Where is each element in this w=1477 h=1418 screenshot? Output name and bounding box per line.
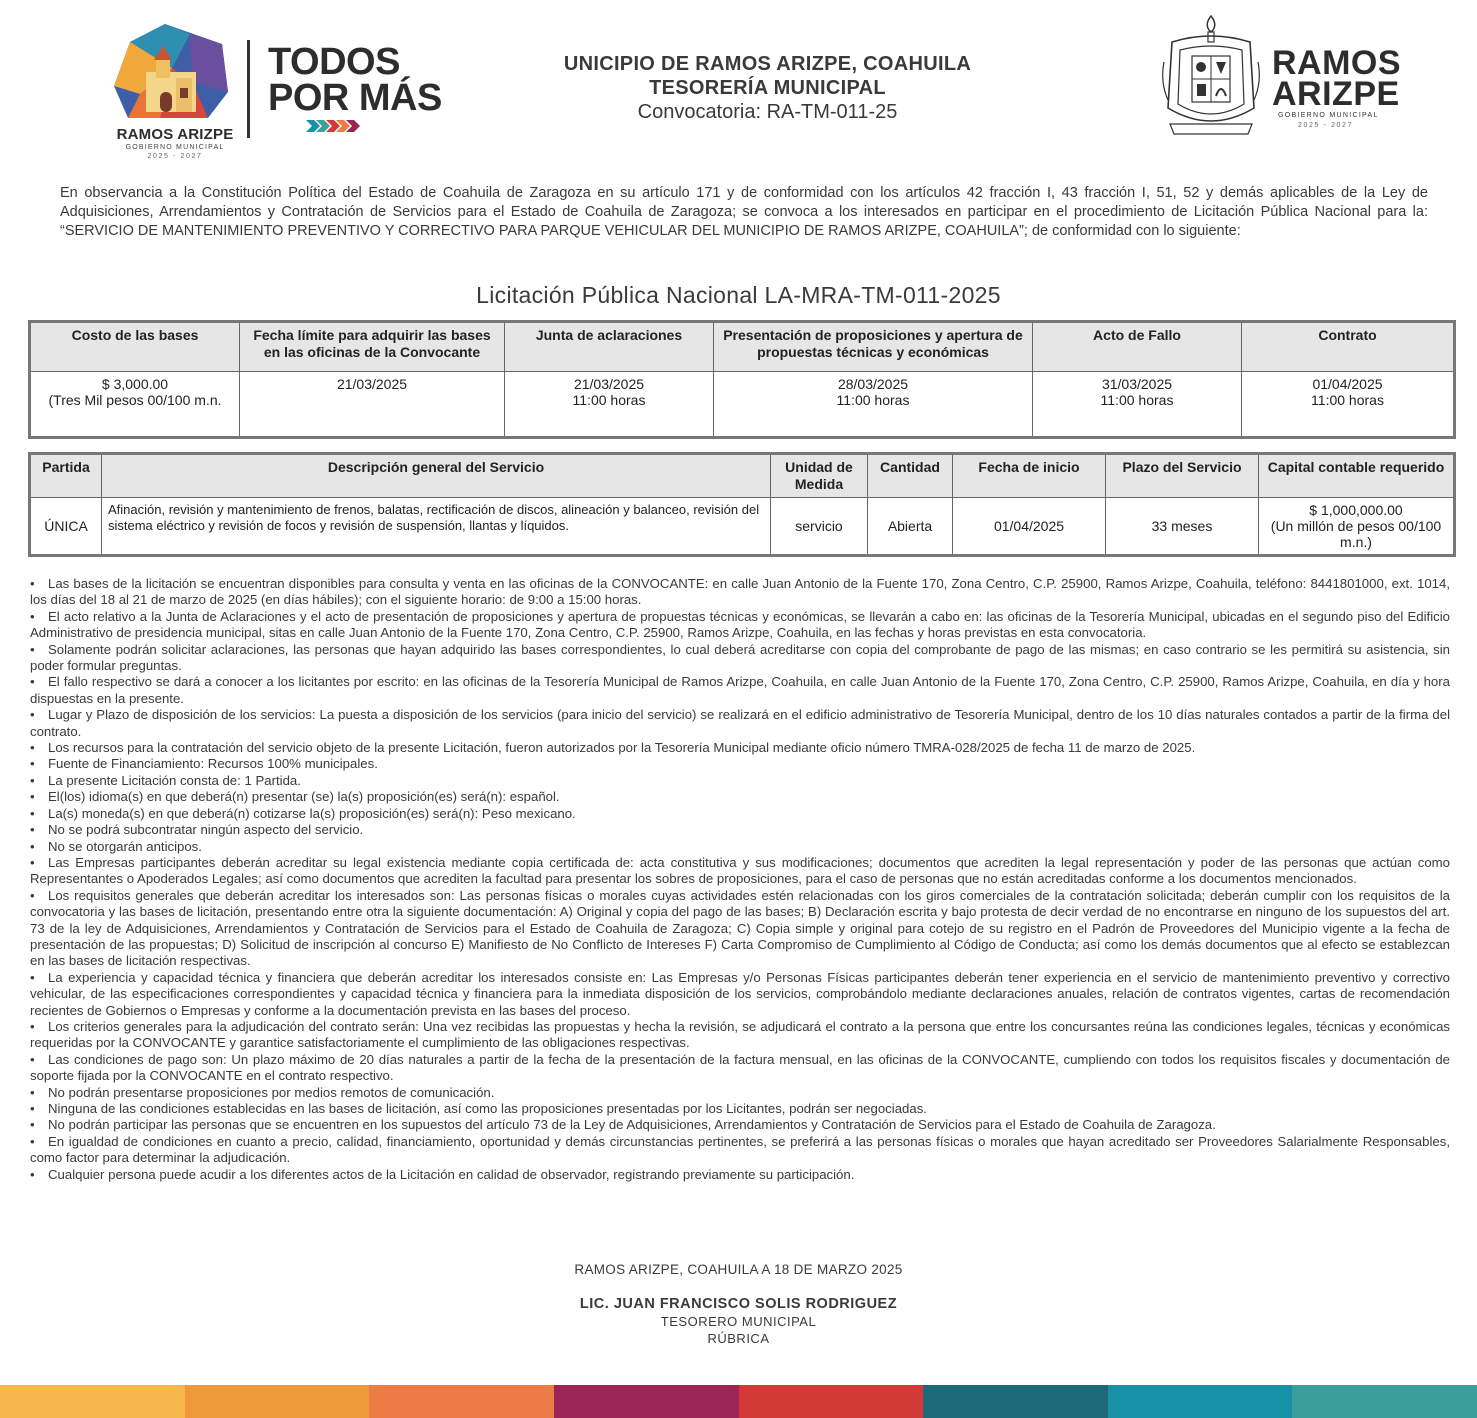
fallo-time: 11:00 horas bbox=[1100, 392, 1174, 408]
convocatoria-number: Convocatoria: RA-TM-011-25 bbox=[637, 101, 898, 123]
list-item bbox=[30, 789, 1450, 805]
department-title: TESORERÍA MUNICIPAL bbox=[649, 77, 886, 99]
cell-unidad: servicio bbox=[771, 498, 868, 555]
junta-time: 11:00 horas bbox=[572, 392, 646, 408]
list-item-text: El acto relativo a la Junta de Aclaraciones y el acto de presentación de proposiciones y apertura de propuestas técnicas y económicas, se llevarán a cabo en: las oficinas de la Tesorería Municipal, ubicadas en el segundo piso del Edificio Administrativo de presidencia municipal, sitas en calle Juan Antonio de la Fuente 170, Zona Centro, C.P. 25900, Ramos Arizpe, Coahuila, en las fechas y horas previstas en esta convocatoria. bbox=[30, 608, 1450, 641]
list-item bbox=[30, 707, 1450, 740]
list-item bbox=[30, 1167, 1450, 1183]
right-logo-subtitle: GOBIERNO MUNICIPAL bbox=[1278, 112, 1379, 119]
conditions-list bbox=[30, 576, 1450, 1183]
stripe-segment bbox=[923, 1385, 1108, 1418]
coat-of-arms-icon bbox=[1158, 12, 1264, 142]
left-logo-subtitle: GOBIERNO MUNICIPAL bbox=[125, 144, 225, 151]
junta-date: 21/03/2025 bbox=[573, 376, 645, 392]
cell-fecha-inicio: 01/04/2025 bbox=[953, 498, 1106, 555]
document-header bbox=[500, 52, 1035, 125]
list-item-text: Los criterios generales para la adjudicación del contrato serán: Una vez recibidas las propuestas y hecha la revisión, se adjudicará el contrato a la persona que entre los concursantes reúna las condiciones legales, técnicas y económicas requeridas por la CONVOCANTE y garantice satisfactoriamente el cumplimiento de las obligaciones respectivas. bbox=[30, 1018, 1450, 1051]
bullet-symbol: • bbox=[30, 641, 35, 657]
cell-contrato bbox=[1242, 372, 1454, 437]
header-divider bbox=[247, 40, 250, 138]
intro-paragraph: En observancia a la Constitución Política del Estado de Coahuila de Zaragoza en su artículo 171 y de conformidad con los artículos 42 fracción I, 43 fracción I, 51, 52 y demás aplicables de la Ley de Adquisiciones, Arrendamientos y Contratación de Servicios para el Estado de Coahuila de Zaragoza; se convoca a los interesados en participar en el procedimiento de Licitación Pública Nacional para la: “SERVICIO DE MANTENIMIENTO PREVENTIVO Y CORRECTIVO PARA PARQUE VEHICULAR DEL MUNICIPIO DE RAMOS ARIZPE, COAHUILA”; de conformidad con lo siguiente: bbox=[60, 185, 1428, 239]
list-item-text: Las condiciones de pago son: Un plazo máximo de 20 días naturales a partir de la fecha de la presentación de la factura mensual, en las oficinas de la CONVOCANTE, cumpliendo con todos los requisitos fiscales y documentación de soporte fijada por la CONVOCANTE en el contrato respectivo. bbox=[30, 1051, 1450, 1084]
list-item-text: No podrán participar las personas que se encuentren en los supuestos del artículo 73 de la Ley de Adquisiciones, Arrendamientos y Contratación de Servicios para el Estado de Coahuila de Zaragoza. bbox=[48, 1117, 1216, 1133]
signatory-name: LIC. JUAN FRANCISCO SOLIS RODRIGUEZ bbox=[579, 1296, 898, 1312]
bullet-symbol: • bbox=[30, 772, 35, 788]
list-item-text: No se otorgarán anticipos. bbox=[48, 838, 202, 854]
list-item bbox=[30, 806, 1450, 822]
list-item-text: No se podrá subcontratar ningún aspecto del servicio. bbox=[48, 822, 364, 838]
left-logo-years: 2025 - 2027 bbox=[147, 153, 203, 160]
list-item-text: No podrán presentarse proposiciones por medios remotos de comunicación. bbox=[48, 1084, 495, 1100]
cell-costo bbox=[31, 372, 240, 437]
capital-words: (Un millón de pesos 00/100 m.n.) bbox=[1270, 518, 1442, 550]
cell-partida: ÚNICA bbox=[31, 498, 102, 555]
list-item bbox=[30, 1101, 1450, 1117]
slogan-line-2: POR MÁS bbox=[268, 77, 442, 119]
header-cantidad: Cantidad bbox=[868, 455, 953, 498]
list-item bbox=[30, 756, 1450, 772]
presentacion-date: 28/03/2025 bbox=[837, 376, 909, 392]
cell-capital bbox=[1259, 498, 1454, 555]
list-item-text: La experiencia y capacidad técnica y financiera que deberán acreditar los interesados consiste en: Las Empresas y/o Personas Físicas participantes deberán tener experiencia en el servicio de mantenimiento preventivo y correctivo vehicular, de las especificaciones correspondientes y capacidad técnica y financiera para la inmediata disposición de los servicios, comprobándolo mediante declaraciones anuales, relación de contratos vigentes, cartas de recomendación recientes de Gobiernos o Empresas y conforme a la documentación prevista en las bases del proceso. bbox=[30, 969, 1450, 1018]
list-item-text: El(los) idioma(s) en que deberá(n) presentar (se) la(s) proposición(es) será(n): español. bbox=[48, 789, 560, 805]
list-item bbox=[30, 1019, 1450, 1052]
header-partida: Partida bbox=[31, 455, 102, 498]
ramos-arizpe-logo bbox=[100, 22, 250, 160]
list-item bbox=[30, 1052, 1450, 1085]
list-item-text: El fallo respectivo se dará a conocer a los licitantes por escrito: en las oficinas de la Tesorería Municipal de Ramos Arizpe, Coahuila, en calle Juan Antonio de la Fuente 170, Zona Centro, C.P. 25900, Ramos Arizpe, Coahuila, en día y hora dispuestas en la presente. bbox=[30, 674, 1450, 706]
schedule-header-row bbox=[31, 323, 1454, 372]
bullet-symbol: • bbox=[30, 854, 35, 870]
list-item bbox=[30, 1085, 1450, 1101]
list-item-text: Cualquier persona puede acudir a los diferentes actos de la Licitación en calidad de observador, registrando previamente su participación. bbox=[48, 1166, 855, 1182]
service-data-row bbox=[31, 498, 1454, 555]
header-contrato: Contrato bbox=[1242, 323, 1454, 372]
bullet-symbol: • bbox=[30, 1101, 35, 1116]
right-logo-name-line-1: RAMOS bbox=[1272, 44, 1402, 82]
colored-chevrons-icon bbox=[306, 120, 362, 132]
stripe-segment bbox=[1108, 1385, 1293, 1418]
bullet-symbol: • bbox=[30, 1133, 35, 1149]
list-item-text: En igualdad de condiciones en cuanto a precio, calidad, financiamiento, oportunidad y demás circunstancias pertinentes, se preferirá a las personas físicas o morales que hayan acreditado ser Proveedores Salarialmente Responsables, como factor para determinar la adjudicación. bbox=[30, 1133, 1450, 1166]
list-item-text: Los recursos para la contratación del servicio objeto de la presente Licitación, fueron autorizados por la Tesorería Municipal mediante oficio número TMRA-028/2025 de fecha 11 de marzo de 2025. bbox=[48, 740, 1196, 756]
bullet-symbol: • bbox=[30, 822, 35, 838]
stripe-segment bbox=[185, 1385, 370, 1418]
licitacion-title: Licitación Pública Nacional LA-MRA-TM-011-2025 bbox=[476, 282, 1001, 308]
signatory-role: TESORERO MUNICIPAL bbox=[660, 1314, 817, 1329]
list-item bbox=[30, 970, 1450, 1019]
cell-fallo bbox=[1033, 372, 1242, 437]
stripe-segment bbox=[739, 1385, 924, 1418]
slogan-line-1: TODOS bbox=[268, 41, 400, 83]
header-fallo: Acto de Fallo bbox=[1033, 323, 1242, 372]
place-date: RAMOS ARIZPE, COAHUILA A 18 DE MARZO 2025 bbox=[574, 1262, 903, 1277]
stripe-segment bbox=[0, 1385, 185, 1418]
bullet-symbol: • bbox=[30, 805, 35, 821]
list-item-text: Fuente de Financiamiento: Recursos 100% municipales. bbox=[48, 756, 378, 772]
header-junta: Junta de aclaraciones bbox=[505, 323, 714, 372]
stripe-segment bbox=[554, 1385, 739, 1418]
list-item-text: La(s) moneda(s) en que deberá(n) cotizarse la(s) proposición(es) será(n): Peso mexicano. bbox=[48, 805, 576, 821]
schedule-data-row bbox=[31, 372, 1454, 437]
cell-presentacion bbox=[714, 372, 1033, 437]
header-fecha-limite: Fecha límite para adquirir las bases en las oficinas de la Convocante bbox=[240, 323, 505, 372]
list-item bbox=[30, 740, 1450, 756]
capital-amount: $ 1,000,000.00 bbox=[1309, 502, 1403, 518]
bullet-symbol: • bbox=[30, 740, 35, 756]
fallo-date: 31/03/2025 bbox=[1101, 376, 1173, 392]
right-logo-name bbox=[1272, 44, 1402, 113]
schedule-table bbox=[30, 322, 1454, 437]
header-fecha-inicio: Fecha de inicio bbox=[953, 455, 1106, 498]
ramos-arizpe-church-logo-icon bbox=[110, 22, 240, 122]
list-item bbox=[30, 1117, 1450, 1133]
bullet-symbol: • bbox=[30, 608, 35, 624]
color-stripe bbox=[0, 1385, 1477, 1418]
header-capital: Capital contable requerido bbox=[1259, 455, 1454, 498]
list-item-text: La presente Licitación consta de: 1 Partida. bbox=[48, 772, 301, 788]
list-item bbox=[30, 674, 1450, 707]
coat-of-arms-logo bbox=[1158, 12, 1408, 142]
bullet-symbol: • bbox=[30, 887, 35, 903]
cell-cantidad: Abierta bbox=[868, 498, 953, 555]
left-logo-name: RAMOS ARIZPE bbox=[116, 126, 234, 143]
list-item bbox=[30, 642, 1450, 675]
municipality-title: UNICIPIO DE RAMOS ARIZPE, COAHUILA bbox=[563, 53, 972, 75]
list-item-text: Las bases de la licitación se encuentran disponibles para consulta y venta en las oficinas de la CONVOCANTE: en calle Juan Antonio de la Fuente 170, Zona Centro, C.P. 25900, Ramos Arizpe, Coahuila, teléfono: 8441801000, ext. 1014, los días del 18 al 21 de marzo de 2025 (en días hábiles); con el siguiente horario: de 9:00 a 15:00 horas. bbox=[30, 576, 1450, 608]
fecha-limite-date: 21/03/2025 bbox=[336, 376, 408, 392]
bullet-symbol: • bbox=[30, 1084, 35, 1100]
bullet-symbol: • bbox=[30, 789, 35, 805]
costo-words: (Tres Mil pesos 00/100 m.n. bbox=[48, 392, 222, 408]
cell-descripcion: Afinación, revisión y mantenimiento de frenos, balatas, rectificación de discos, alineación y balanceo, revisión del sistema eléctrico y revisión de focos y revisión de suspensión, llantas y líquidos. bbox=[102, 498, 771, 555]
list-item bbox=[30, 822, 1450, 838]
list-item bbox=[30, 1134, 1450, 1167]
list-item bbox=[30, 773, 1450, 789]
bullet-symbol: • bbox=[30, 838, 35, 854]
cell-fecha-limite bbox=[240, 372, 505, 437]
list-item bbox=[30, 888, 1450, 970]
bullet-symbol: • bbox=[30, 674, 35, 690]
stripe-segment bbox=[369, 1385, 554, 1418]
list-item bbox=[30, 609, 1450, 642]
list-item-text: Ninguna de las condiciones establecidas en las bases de licitación, así como las proposiciones presentadas por los Licitantes, podrán ser negociadas. bbox=[48, 1101, 927, 1116]
right-logo-years: 2025 - 2027 bbox=[1298, 122, 1353, 129]
bullet-symbol: • bbox=[30, 576, 35, 591]
header-unidad: Unidad de Medida bbox=[771, 455, 868, 498]
service-header-row bbox=[31, 455, 1454, 498]
bullet-symbol: • bbox=[30, 707, 35, 723]
contrato-time: 11:00 horas bbox=[1311, 392, 1384, 408]
cell-junta bbox=[505, 372, 714, 437]
list-item-text: Las Empresas participantes deberán acreditar su legal existencia mediante copia certificada de: acta constitutiva y sus modificaciones; documentos que acrediten la legal representación y poder de las personas que actúan como Representantes o Apoderados Legales; así como documentos que acrediten la facultad para presentar los sobres de proposiciones, para el caso de personas que no están acreditadas conforme a los documentos mencionados. bbox=[30, 854, 1450, 887]
bullet-symbol: • bbox=[30, 756, 35, 772]
list-item bbox=[30, 839, 1450, 855]
list-item-text: Solamente podrán solicitar aclaraciones, las personas que hayan adquirido las bases correspondientes, lo cual deberá acreditarse con copia del comprobante de pago de las mismas; en caso contrario se les permitirá su asistencia, sin poder formular preguntas. bbox=[30, 641, 1450, 674]
header-costo: Costo de las bases bbox=[31, 323, 240, 372]
bullet-symbol: • bbox=[30, 1117, 35, 1133]
list-item bbox=[30, 576, 1450, 609]
bullet-symbol: • bbox=[30, 969, 35, 985]
bullet-symbol: • bbox=[30, 1018, 35, 1034]
slogan bbox=[268, 41, 442, 119]
header-plazo: Plazo del Servicio bbox=[1106, 455, 1259, 498]
contrato-date: 01/04/2025 bbox=[1312, 376, 1383, 392]
service-table bbox=[30, 454, 1454, 555]
rubrica-label: RÚBRICA bbox=[707, 1331, 770, 1346]
header-presentacion: Presentación de proposiciones y apertura de propuestas técnicas y económicas bbox=[714, 323, 1033, 372]
list-item bbox=[30, 855, 1450, 888]
presentacion-time: 11:00 horas bbox=[836, 392, 910, 408]
list-item-text: Lugar y Plazo de disposición de los servicios: La puesta a disposición de los servicios (para inicio del servicio) se realizará en el edificio administrativo de Tesorería Municipal, dentro de los 10 días naturales contados a partir de la firma del contrato. bbox=[30, 707, 1450, 739]
list-item-text: Los requisitos generales que deberán acreditar los interesados son: Las personas físicas o morales cuyas actividades estén relacionadas con los giros comerciales de la contratación solicitada; deberán cumplir con los requisitos de la convocatoria y las bases de licitación, presentando entre otra la siguiente documentación: A) Original y copia del pago de las bases; B) Declaración escrita y bajo protesta de decir verdad de no encontrarse en ninguno de los supuestos del art. 73 de la ley de Adquisiciones, Arrendamientos y Contratación de Servicios para el Estado de Coahuila de Zaragoza; C) Copia simple y original para cotejo de su registro en el Padrón de Proveedores del Municipio vigente a la fecha de presentación de las propuestas; D) Solicitud de inscripción al concurso E) Manifiesto de No Conflicto de Intereses F) Carta Compromiso de Cumplimiento al Código de Conducta; así como los demás documentos que al efecto se establezcan en las bases de licitación respectivas. bbox=[30, 887, 1450, 969]
costo-amount: $ 3,000.00 bbox=[101, 376, 169, 392]
header-descripcion: Descripción general del Servicio bbox=[102, 455, 771, 498]
bullet-symbol: • bbox=[30, 1051, 35, 1067]
stripe-segment bbox=[1292, 1385, 1477, 1418]
bullet-symbol: • bbox=[30, 1166, 35, 1182]
cell-plazo: 33 meses bbox=[1106, 498, 1259, 555]
right-logo-name-line-2: ARIZPE bbox=[1272, 75, 1400, 113]
